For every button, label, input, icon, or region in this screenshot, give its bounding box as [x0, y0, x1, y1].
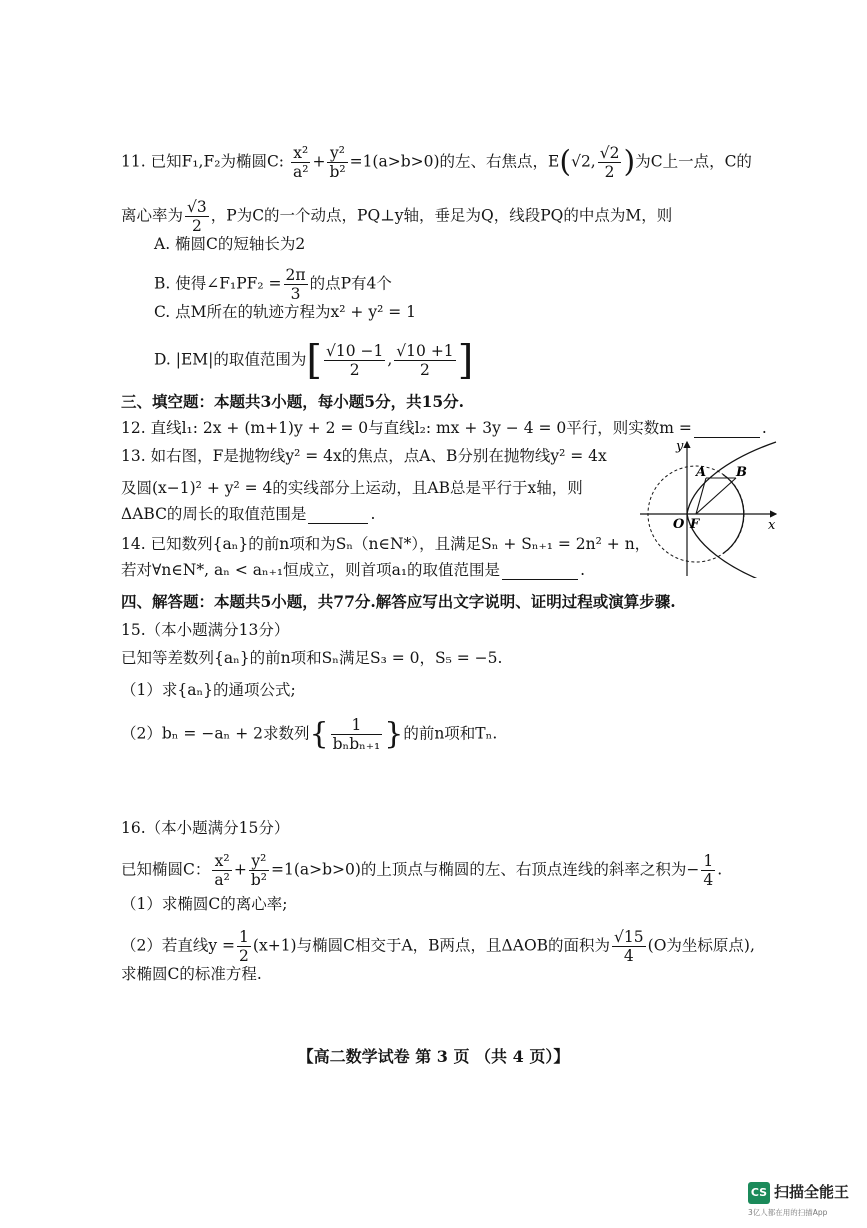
fraction: $\frac{√3}{2}$: [187, 198, 207, 235]
q12-text: 12. 直线l₁: 2x + (m+1)y + 2 = 0与直线l₂: mx + 3y − 4 = 0平行，则实数m = .: [121, 419, 767, 437]
camscanner-logo-icon: CS: [748, 1182, 770, 1204]
parabola-circle-figure: [640, 436, 782, 578]
q16-part2-end: 求椭圆C的标准方程.: [121, 965, 262, 983]
q11-option-d: D. |EM|的取值范围为[ $\frac{√10 -1}{2}$ , $\frac{√10 +1}{2}$ ]: [154, 337, 474, 384]
segment-af: [696, 478, 706, 514]
q16-part2: （2）若直线y = $\frac{1}{2}$ (x+1)与椭圆C相交于A，B两点，且ΔAOB的面积为 $\frac{√15}{4}$ (O为坐标原点),: [121, 928, 755, 965]
fraction: $\frac{√10 -1}{2}$: [325, 342, 384, 379]
fraction: $\frac{√2}{2}$: [599, 144, 620, 181]
fraction: $\frac{\text{x²}}{\text{a²}}$: [214, 852, 230, 889]
q14-line1: 14. 已知数列{aₙ}的前n项和为Sₙ（n∈N*），且满足Sₙ + Sₙ₊₁ = 2n² + n，: [121, 535, 651, 553]
section-3-heading: 三、填空题：本题共3小题，每小题5分，共15分.: [121, 392, 465, 411]
q11-option-a: A. 椭圆C的短轴长为2: [154, 235, 306, 253]
camscanner-watermark: [748, 1180, 858, 1220]
fraction: $\frac{√15}{4}$: [614, 928, 644, 965]
label-y: y: [676, 439, 684, 454]
fraction: $\frac{1}{2}$: [239, 928, 249, 965]
q13-line2: 及圆(x−1)² + y² = 4的实线部分上运动，且AB总是平行于x轴，则: [121, 479, 583, 497]
fraction: $\frac{\text{y²}}{\text{b²}}$: [329, 144, 346, 181]
q16-stem: 已知椭圆C： $\frac{\text{x²}}{\text{a²}}$ + $\frac{\text{y²}}{\text{b²}}$ =1(a>b>0)的上顶点与椭圆的左、右顶点连线的斜率之积为− $\frac{1}{4}$ .: [121, 852, 723, 889]
segment-bf: [696, 478, 736, 514]
q13-line1: 13. 如右图，F是抛物线y² = 4x的焦点，点A、B分别在抛物线y² = 4x: [121, 447, 607, 465]
label-a: A: [696, 465, 707, 480]
label-b: B: [736, 465, 747, 480]
fraction: $\frac{1}{\text{bₙbₙ₊₁}}$: [332, 716, 381, 753]
q11-line1: 11. 已知F₁,F₂为椭圆C: $\frac{\text{x²}}{\text{a²}}$ + $\frac{\text{y²}}{\text{b²}}$ =1(a>b>0)的左、右焦点，E(√2, $\frac{√2}{2}$ )为C上一点，C的: [121, 144, 752, 181]
fraction: $\frac{√10 +1}{2}$: [396, 342, 454, 379]
q13-line3: ΔABC的周长的取值范围是 .: [121, 505, 376, 523]
q15-part2: （2）bₙ = −aₙ + 2求数列{ $\frac{1}{\text{bₙbₙ₊₁}}$ }的前n项和Tₙ.: [121, 716, 498, 753]
q11-option-b: B. 使得∠F₁PF₂ = $\frac{2\pi}{3}$ 的点P有4个: [154, 266, 392, 303]
fraction: $\frac{\text{x²}}{\text{a²}}$: [292, 144, 309, 181]
q15-part1: （1）求{aₙ}的通项公式;: [121, 681, 296, 699]
watermark-subtitle: 3亿人都在用的扫描App: [748, 1208, 828, 1217]
page-footer: 【高二数学试卷 第 3 页 （共 4 页）】: [297, 1047, 570, 1066]
label-f: F: [690, 517, 700, 532]
q16-title: 16.（本小题满分15分）: [121, 819, 290, 837]
q11-line2: 离心率为 $\frac{√3}{2}$ ，P为C的一个动点，PQ⊥y轴，垂足为Q，线段PQ的中点为M，则: [121, 198, 673, 235]
fraction: $\frac{2\pi}{3}$: [285, 266, 306, 303]
q15-stem: 已知等差数列{aₙ}的前n项和Sₙ满足S₃ = 0，S₅ = −5.: [121, 649, 503, 667]
fraction: $\frac{1}{4}$: [703, 852, 714, 889]
label-o: O: [673, 517, 685, 532]
q15-title: 15.（本小题满分13分）: [121, 621, 290, 639]
section-4-heading: 四、解答题：本题共5小题，共77分.解答应写出文字说明、证明过程或演算步骤.: [121, 592, 676, 611]
q11-option-c: C. 点M所在的轨迹方程为x² + y² = 1: [154, 303, 417, 321]
fraction: $\frac{\text{y²}}{\text{b²}}$: [250, 852, 267, 889]
q16-part1: （1）求椭圆C的离心率;: [121, 895, 288, 913]
label-x: x: [768, 518, 776, 533]
q14-line2: 若对∀n∈N*, aₙ < aₙ₊₁恒成立，则首项a₁的取值范围是 .: [121, 561, 585, 579]
watermark-name: 扫描全能王: [774, 1183, 850, 1201]
